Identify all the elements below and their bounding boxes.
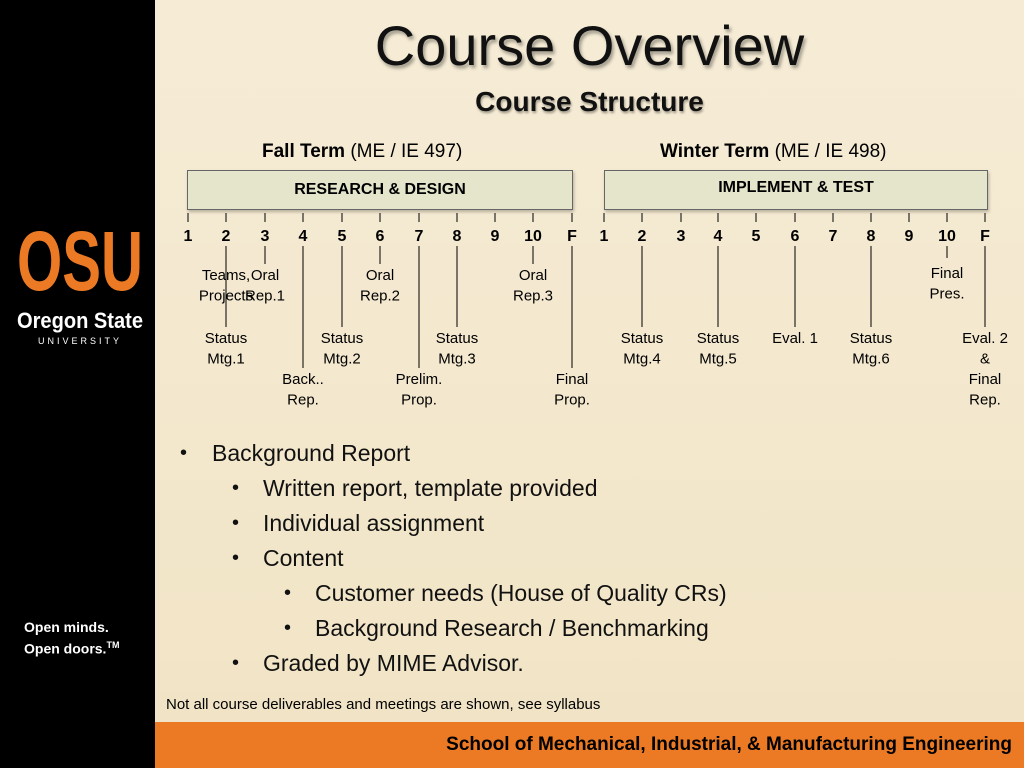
timeline-event-label: Final Pres. (929, 265, 965, 303)
timeline-event-label: Eval. 1 (772, 330, 818, 347)
week-number-label: 4 (298, 228, 308, 245)
timeline-event-label: Final Prop. (554, 371, 590, 409)
timeline-event-label: Status Mtg.4 (620, 330, 664, 368)
week-number-label: 3 (676, 228, 686, 245)
bullet-text: Content (263, 545, 344, 571)
week-number-label: 8 (452, 228, 462, 245)
week-number-label: 8 (866, 228, 876, 245)
fall-term-course: (ME / IE 497) (350, 141, 463, 162)
week-number-label: 2 (221, 228, 231, 245)
bullet-dot-icon: • (232, 512, 240, 534)
bullet-item (180, 471, 727, 506)
week-number-label: 3 (260, 228, 270, 245)
bullet-text: Individual assignment (263, 510, 485, 536)
bullet-text: Written report, template provided (263, 475, 598, 501)
logo-name-text: Oregon State (17, 308, 143, 333)
winter-term-course: (ME / IE 498) (774, 141, 887, 162)
week-number-label: 9 (904, 228, 914, 245)
implement-test-box: IMPLEMENT & TEST (604, 170, 988, 210)
timeline-event-label: Oral Rep.2 (359, 267, 401, 305)
bullet-dot-icon: • (284, 582, 292, 604)
timeline-event-label: Prelim. Prop. (395, 371, 443, 409)
week-number-label: F (980, 228, 990, 245)
trademark-mark: TM (106, 640, 120, 650)
timeline-event-label: Teams, Projects (198, 267, 254, 305)
winter-term-name: Winter Term (660, 141, 770, 162)
bullet-item (180, 506, 727, 541)
bullet-item (180, 541, 727, 576)
bullet-dot-icon: • (284, 617, 292, 639)
week-number-label: 5 (337, 228, 347, 245)
slide-subtitle: Course Structure (475, 86, 704, 117)
tagline-line2-text: Open doors. (24, 640, 107, 657)
week-number-label: 10 (938, 228, 956, 245)
bullet-text: Background Research / Benchmarking (315, 615, 709, 641)
timeline-event-label: Oral Rep.3 (512, 267, 554, 305)
footer-text: School of Mechanical, Industrial, & Manufacturing Engineering (446, 734, 1012, 755)
timeline-event-label: Status Mtg.2 (320, 330, 364, 368)
bullet-item (180, 576, 727, 611)
week-number-label: 7 (828, 228, 838, 245)
footer-bar (155, 722, 1024, 768)
bullet-dot-icon: • (232, 547, 240, 569)
timeline-event-label: Status Mtg.5 (696, 330, 740, 368)
timeline-event-label: Status Mtg.3 (435, 330, 479, 368)
tagline-line1: Open minds. (24, 619, 109, 635)
week-number-label: 4 (713, 228, 723, 245)
week-number-label: 1 (599, 228, 609, 245)
week-number-label: 6 (790, 228, 800, 245)
timeline-event-label: Oral Rep.1 (244, 267, 286, 305)
timeline-event-label: Status Mtg.6 (849, 330, 893, 368)
bullet-text: Customer needs (House of Quality CRs) (315, 580, 727, 606)
week-number-label: 5 (751, 228, 761, 245)
week-number-label: 2 (637, 228, 647, 245)
syllabus-note: Not all course deliverables and meetings are shown, see syllabus (166, 696, 601, 713)
bullet-text: Background Report (212, 440, 411, 466)
week-number-label: 1 (183, 228, 193, 245)
week-number-label: 7 (414, 228, 424, 245)
logo-osu-text: OSU (17, 214, 143, 308)
timeline-event-label: Eval. 2 & Final Rep. (962, 330, 1008, 409)
week-number-label: F (567, 228, 577, 245)
timeline-event-label: Back.. Rep. (282, 371, 324, 409)
bullet-list (180, 436, 727, 681)
bullet-item (180, 611, 727, 646)
slide-title: Course Overview (374, 14, 805, 77)
fall-term-name: Fall Term (262, 141, 346, 162)
week-number-label: 6 (375, 228, 385, 245)
logo-sub-text: UNIVERSITY (37, 336, 123, 346)
bullet-item (180, 436, 727, 471)
week-number-label: 10 (524, 228, 542, 245)
bullet-dot-icon: • (180, 442, 188, 464)
bullet-dot-icon: • (232, 652, 240, 674)
week-number-label: 9 (490, 228, 500, 245)
bullet-item (180, 646, 727, 681)
bullet-text: Graded by MIME Advisor. (263, 650, 524, 676)
research-design-box: RESEARCH & DESIGN (187, 170, 573, 210)
bullet-dot-icon: • (232, 477, 240, 499)
timeline-event-label: Status Mtg.1 (204, 330, 248, 368)
